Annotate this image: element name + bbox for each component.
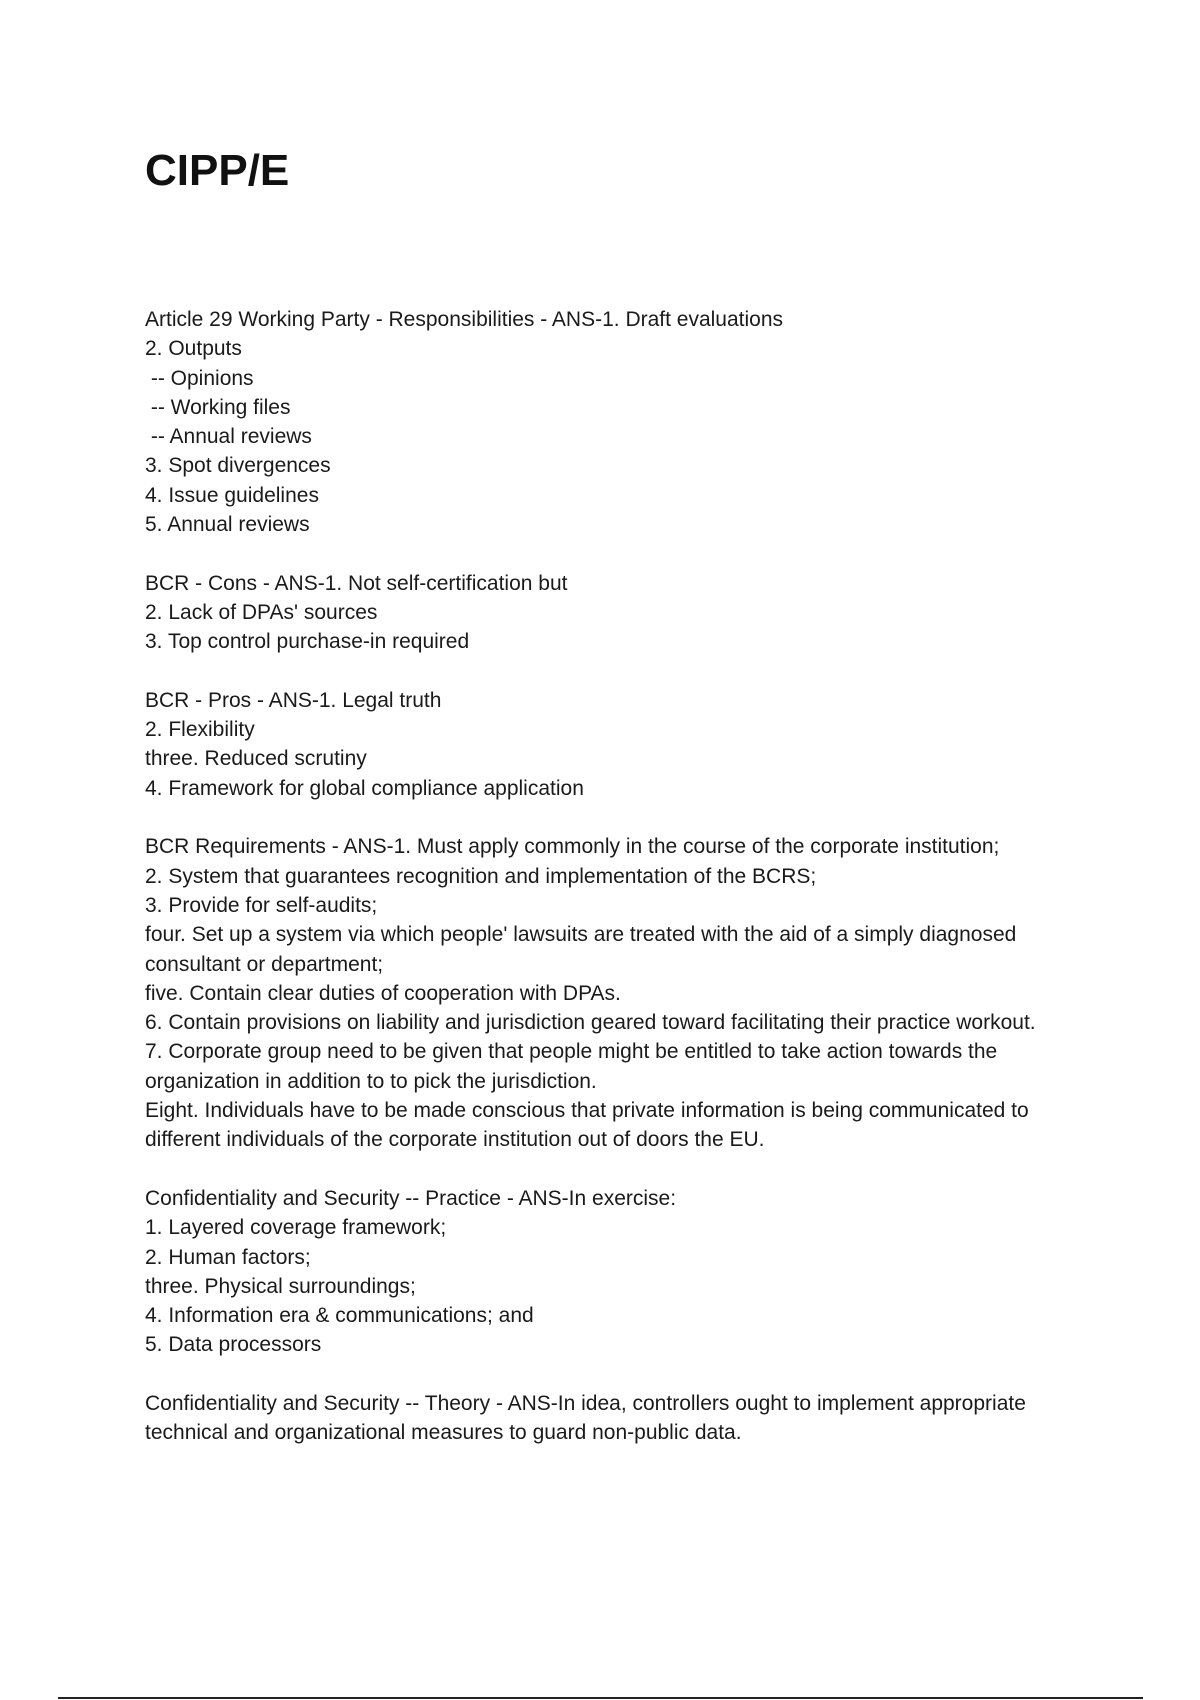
entry-line: 4. Issue guidelines [145,483,319,507]
entry-line: Article 29 Working Party - Responsibilities - ANS-1. Draft evaluations [145,308,784,331]
entry-line: 3. Provide for self-audits; [145,893,378,917]
entry-line: BCR - Cons - ANS-1. Not self-certification but [145,571,568,595]
entry-line: -- Opinions [145,366,254,390]
entry-line: 2. Outputs [145,337,242,361]
entry-line: 4. Information era & communications; and [145,1304,534,1328]
page-bottom-rule [58,1697,1143,1699]
qa-entry-bcr-cons [145,569,1095,657]
entry-line: BCR Requirements - ANS-1. Must apply commonly in the course of the corporate institution; [145,835,1000,859]
document-body [145,305,1095,1477]
entry-line: 7. Corporate group need to be given that people might be entitled to take action towards the organization in addition to to pick the jurisdiction. [145,1040,1004,1093]
entry-line: 2. Flexibility [145,718,255,742]
entry-line: 3. Top control purchase-in required [145,630,470,654]
entry-line: Confidentiality and Security -- Theory - ANS-In idea, controllers ought to implement appropriate technical and organizational measures to guard non-public data. [145,1391,1032,1445]
entry-line: BCR - Pros - ANS-1. Legal truth [145,688,442,712]
entry-line: 2. Lack of DPAs' sources [145,600,378,624]
entry-line: 2. Human factors; [145,1245,311,1269]
qa-entry-confidentiality-practice [145,1184,1095,1360]
entry-line: 3. Spot divergences [145,454,331,478]
entry-line: three. Reduced scrutiny [145,747,367,771]
entry-line: 5. Annual reviews [145,513,310,537]
entry-line: -- Working files [145,395,291,419]
entry-line: Eight. Individuals have to be made conscious that private information is being communicated to different individuals of the corporate institution out of doors the EU. [145,1099,1035,1152]
entry-line: -- Annual reviews [145,425,312,449]
entry-line: 2. System that guarantees recognition and implementation of the BCRS; [145,864,817,888]
qa-entry-bcr-requirements [145,832,1095,1154]
entry-line: three. Physical surroundings; [145,1274,416,1298]
qa-entry-bcr-pros [145,686,1095,803]
entry-line: 5. Data processors [145,1333,322,1357]
qa-entry-confidentiality-theory [145,1389,1095,1448]
qa-entry-article-29 [145,305,1095,539]
entry-line: 1. Layered coverage framework; [145,1216,447,1240]
page-title: CIPP/E [145,146,290,195]
entry-line: Confidentiality and Security -- Practice - ANS-In exercise: [145,1186,677,1210]
entry-line: 4. Framework for global compliance application [145,776,584,800]
entry-line: 6. Contain provisions on liability and jurisdiction geared toward facilitating their practice workout. [145,1011,1036,1035]
entry-line: five. Contain clear duties of cooperation with DPAs. [145,981,621,1005]
entry-line: four. Set up a system via which people' lawsuits are treated with the aid of a simply diagnosed consultant or department; [145,923,1023,976]
